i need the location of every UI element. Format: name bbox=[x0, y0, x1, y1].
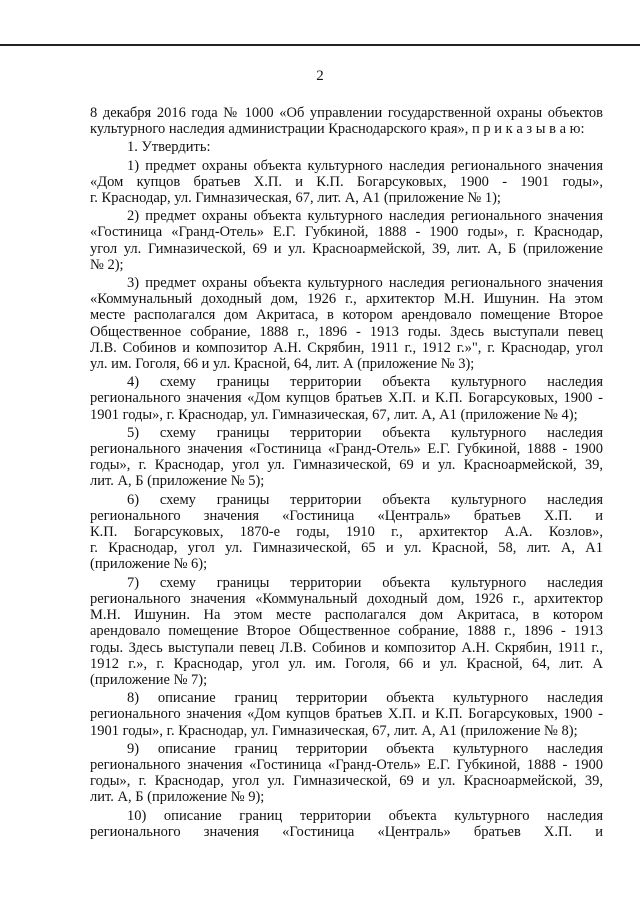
text-line: М.Н. Ишунин. На этом месте располагался дом Акритаса, в котором bbox=[90, 607, 603, 624]
text-line: г. Краснодар, ул. Гимназическая, 67, лит. А, А1 (приложение № 1); bbox=[90, 190, 501, 207]
text-line: «Гостиница «Гранд-Отель» Е.Г. Губкиной, 1888 - 1900 годы», г. Краснодар, bbox=[90, 224, 603, 241]
text-line: 1901 годы», г. Краснодар, ул. Гимназическая, 67, лит. А, А1 (приложение № 4); bbox=[90, 406, 578, 423]
text-line: регионального значения «Гостиница «Гранд-Отель» Е.Г. Губкиной, 1888 - 1900 bbox=[90, 756, 603, 773]
text-line: лит. А, Б (приложение № 9); bbox=[90, 789, 265, 806]
paragraph bbox=[90, 690, 603, 739]
paragraph bbox=[90, 275, 603, 372]
text-line: регионального значения «Коммунальный доходный дом, 1926 г., архитектор bbox=[90, 590, 603, 607]
paragraph bbox=[90, 139, 603, 155]
text-line: Л.В. Собинов и композитор А.Н. Скрябин, 1911 г., 1912 г.»", г. Краснодар, угол bbox=[90, 339, 603, 356]
paragraph bbox=[90, 808, 603, 840]
text-line: К.П. Богарсуковых, 1870-е годы, 1910 г., архитектор А.А. Козлов», bbox=[90, 524, 603, 541]
top-divider-line bbox=[0, 44, 640, 46]
text-line: Общественное собрание, 1888 г., 1896 - 1913 годы. Здесь выступали певец bbox=[90, 323, 603, 340]
text-line: 5) схему границы территории объекта культурного наследия bbox=[127, 424, 603, 441]
text-line: 10) описание границ территории объекта культурного наследия bbox=[127, 807, 603, 824]
text-line: 3) предмет охраны объекта культурного наследия регионального значения bbox=[127, 275, 603, 292]
text-line: (приложение № 6); bbox=[90, 556, 208, 573]
text-line: регионального значения «Дом купцов братьев Х.П. и К.П. Богарсуковых, 1900 - bbox=[90, 390, 603, 407]
text-line: (приложение № 7); bbox=[90, 671, 208, 688]
text-line: ул. им. Гоголя, 66 и ул. Красной, 64, лит. А (приложение № 3); bbox=[90, 356, 475, 373]
text-line: 8) описание границ территории объекта культурного наследия bbox=[127, 690, 603, 707]
text-line: угол ул. Гимназической, 69 и ул. Красноармейской, 39, лит. А, Б (приложение bbox=[90, 240, 603, 257]
text-line: регионального значения «Гостиница «Централь» братьев Х.П. и bbox=[90, 823, 603, 840]
text-line: лит. А, Б (приложение № 5); bbox=[90, 473, 265, 490]
document-body bbox=[90, 105, 603, 842]
text-line: культурного наследия администрации Краснодарского края», п р и к а з ы в а ю: bbox=[90, 121, 585, 138]
text-line: № 2); bbox=[90, 256, 124, 273]
paragraph bbox=[90, 208, 603, 273]
text-line: 4) схему границы территории объекта культурного наследия bbox=[127, 374, 603, 391]
text-line: 1) предмет охраны объекта культурного наследия регионального значения bbox=[127, 157, 603, 174]
text-line: 2) предмет охраны объекта культурного наследия регионального значения bbox=[127, 208, 603, 225]
page-number: 2 bbox=[316, 68, 324, 84]
paragraph bbox=[90, 374, 603, 423]
text-line: 1912 г.», г. Краснодар, угол ул. им. Гоголя, 66 и ул. Красной, 64, лит. А bbox=[90, 655, 603, 672]
text-line: «Коммунальный доходный дом, 1926 г., архитектор М.Н. Ишунин. На этом bbox=[90, 291, 603, 308]
text-line: месте располагался дом Акритаса, в котором арендовало помещение Второе bbox=[90, 307, 603, 324]
paragraph bbox=[90, 425, 603, 490]
paragraph bbox=[90, 105, 603, 137]
text-line: годы», г. Краснодар, угол ул. Гимназической, 69 и ул. Красноармейской, 39, bbox=[90, 457, 603, 474]
text-line: 9) описание границ территории объекта культурного наследия bbox=[127, 740, 603, 757]
paragraph bbox=[90, 741, 603, 806]
text-line: годы. Здесь выступали певец Л.В. Собинов и композитор А.Н. Скрябин, 1911 г., bbox=[90, 639, 603, 656]
text-line: 1901 годы», г. Краснодар, ул. Гимназическая, 67, лит. А, А1 (приложение № 8); bbox=[90, 722, 578, 739]
text-line: 6) схему границы территории объекта культурного наследия bbox=[127, 491, 603, 508]
text-line: регионального значения «Дом купцов братьев Х.П. и К.П. Богарсуковых, 1900 - bbox=[90, 706, 603, 723]
text-line: г. Краснодар, угол ул. Гимназической, 65 и ул. Красной, 58, лит. А, А1 bbox=[90, 540, 603, 557]
text-line: арендовало помещение Второе Общественное собрание, 1888 г., 1896 - 1913 bbox=[90, 623, 603, 640]
text-line: годы», г. Краснодар, угол ул. Гимназической, 69 и ул. Красноармейской, 39, bbox=[90, 773, 603, 790]
text-line: 8 декабря 2016 года № 1000 «Об управлении государственной охраны объектов bbox=[90, 105, 603, 121]
text-line: регионального значения «Гостиница «Гранд-Отель» Е.Г. Губкиной, 1888 - 1900 bbox=[90, 441, 603, 458]
text-line: «Дом купцов братьев Х.П. и К.П. Богарсуковых, 1900 - 1901 годы», bbox=[90, 173, 603, 190]
text-line: 1. Утвердить: bbox=[127, 139, 211, 156]
text-line: регионального значения «Гостиница «Централь» братьев Х.П. и bbox=[90, 507, 603, 524]
paragraph bbox=[90, 492, 603, 573]
text-line: 7) схему границы территории объекта культурного наследия bbox=[127, 574, 603, 591]
paragraph bbox=[90, 158, 603, 207]
paragraph bbox=[90, 575, 603, 688]
